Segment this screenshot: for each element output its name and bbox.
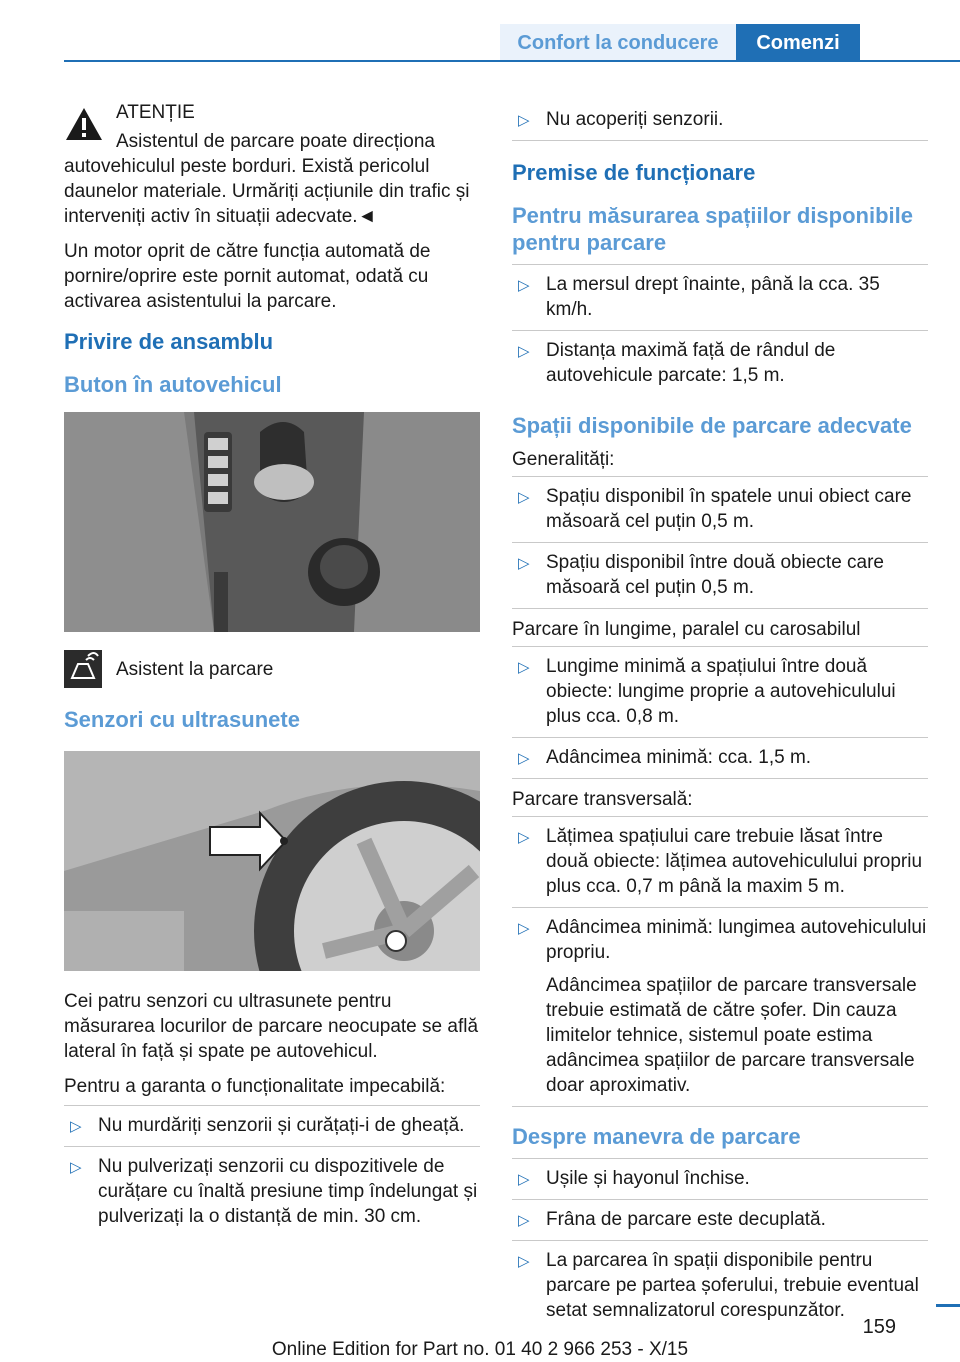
maneuver-heading: Despre manevra de parcare xyxy=(512,1124,801,1149)
triangle-bullet-icon: ▷ xyxy=(518,112,530,129)
list-item: ▷ Spațiu disponibil în spatele unui obiect care măsoară cel puțin 0,5 m. xyxy=(512,477,928,543)
list-item: ▷ Nu murdăriți senzorii și curățați-i de gheață. xyxy=(64,1106,480,1147)
triangle-bullet-icon: ▷ xyxy=(518,750,530,767)
console-button-photo xyxy=(64,412,480,632)
parallel-list xyxy=(512,646,928,779)
premises-heading: Premise de funcționare xyxy=(512,160,756,185)
transverse-list xyxy=(512,816,928,1107)
sensors-paragraph: Cei patru senzori cu ultrasunete pentru măsurarea locurilor de parcare neocupate se află lateral în față și spate pe autovehicul. xyxy=(64,991,479,1062)
sensor-photo xyxy=(64,751,480,971)
general-label: Generalități: xyxy=(512,449,615,470)
measure-heading: Pentru măsurarea spațiilor disponibile pentru parcare xyxy=(512,203,913,255)
triangle-bullet-icon: ▷ xyxy=(518,343,530,360)
motor-paragraph: Un motor oprit de către funcția automată de pornire/oprire este pornit automat, odată cu activarea asistentului la parcare. xyxy=(64,241,431,312)
button-heading: Buton în autovehicul xyxy=(64,372,282,397)
right-column xyxy=(512,100,928,1339)
park-assist-icon xyxy=(64,650,102,688)
guarantee-paragraph: Pentru a garanta o funcționalitate impecabilă: xyxy=(64,1076,446,1097)
edition-footer: Online Edition for Part no. 01 40 2 966 253 - X/15 xyxy=(271,1339,689,1360)
triangle-bullet-icon: ▷ xyxy=(518,1212,530,1229)
warning-title: ATENȚIE xyxy=(116,102,195,123)
left-column xyxy=(64,100,480,1245)
triangle-bullet-icon: ▷ xyxy=(518,555,530,572)
header-rule xyxy=(64,60,960,62)
general-list xyxy=(512,476,928,609)
triangle-bullet-icon: ▷ xyxy=(518,659,530,676)
sensors-heading: Senzori cu ultrasunete xyxy=(64,707,300,732)
list-item: ▷ Ușile și hayonul închise. xyxy=(512,1159,928,1200)
list-item: ▷ La mersul drept înainte, până la cca. 35 km/h. xyxy=(512,265,928,331)
footer-rule xyxy=(936,1304,960,1307)
warning-text xyxy=(64,129,480,229)
overview-heading: Privire de ansamblu xyxy=(64,329,274,354)
cover-list xyxy=(512,100,928,141)
list-item: ▷ La parcarea în spații disponibile pentru parcare pe partea șoferului, trebuie eventual setat semnalizatorul corespunzător. xyxy=(518,1250,919,1321)
page-number: 159 xyxy=(862,1316,896,1338)
list-item: ▷ Adâncimea minimă: cca. 1,5 m. xyxy=(512,738,928,779)
sensor-care-list xyxy=(64,1105,480,1237)
triangle-bullet-icon: ▷ xyxy=(518,920,530,937)
list-item: ▷ Nu pulverizați senzorii cu dispozitivele de curățare cu înaltă presiune timp îndelungat și pulverizați la o distanță de min. 30 cm. xyxy=(70,1156,478,1227)
list-item: ▷ Spațiu disponibil între două obiecte care măsoară cel puțin 0,5 m. xyxy=(512,543,928,609)
triangle-bullet-icon: ▷ xyxy=(518,1171,530,1188)
warning-block xyxy=(64,100,480,229)
triangle-bullet-icon: ▷ xyxy=(518,489,530,506)
list-item: ▷ Adâncimea minimă: lungimea autovehiculului propriu. Adâncimea spațiilor de parcare transversale trebuie estimată de către șofer. Din cauza limitelor tehnice, sistemul poate estima adâncimea spațiilor de parcare transversale doar aproximativ. xyxy=(512,908,928,1107)
header-chapter-tab: Comenzi xyxy=(736,24,860,62)
list-item: ▷ Distanța maximă față de rândul de autovehicule parcate: 1,5 m. xyxy=(518,340,836,386)
triangle-bullet-icon: ▷ xyxy=(518,1253,530,1270)
spaces-heading: Spații disponibile de parcare adecvate xyxy=(512,413,912,438)
list-item: ▷ Nu acoperiți senzorii. xyxy=(512,100,928,141)
triangle-bullet-icon: ▷ xyxy=(70,1159,82,1176)
triangle-bullet-icon: ▷ xyxy=(70,1118,82,1135)
triangle-bullet-icon: ▷ xyxy=(518,829,530,846)
assist-caption-row xyxy=(64,650,480,688)
header-section-tab: Confort la conducere xyxy=(500,24,736,62)
warning-text-first: Asistentul de parcare poate direcționa xyxy=(116,131,435,152)
parallel-label: Parcare în lungime, paralel cu carosabilul xyxy=(512,619,861,640)
list-item: ▷ Lățimea spațiului care trebuie lăsat între două obiecte: lățimea autovehiculului propriu plus cca. 0,7 m până la maxim 5 m. xyxy=(512,817,928,908)
list-item: ▷ Lungime minimă a spațiului între două obiecte: lungime proprie a autovehiculului plus cca. 0,8 m. xyxy=(512,647,928,738)
assist-caption: Asistent la parcare xyxy=(116,658,274,680)
warning-text-rest: autovehiculul peste borduri. Există pericolul daunelor materiale. Urmăriți acțiunile din trafic și interveniți activ în situații adecvate.◄ xyxy=(64,156,470,227)
list-item: ▷ Frâna de parcare este decuplată. xyxy=(512,1200,928,1241)
measure-list xyxy=(512,264,928,396)
maneuver-list xyxy=(512,1158,928,1331)
warning-triangle-icon xyxy=(64,106,104,142)
transverse-label: Parcare transversală: xyxy=(512,789,693,810)
triangle-bullet-icon: ▷ xyxy=(518,277,530,294)
